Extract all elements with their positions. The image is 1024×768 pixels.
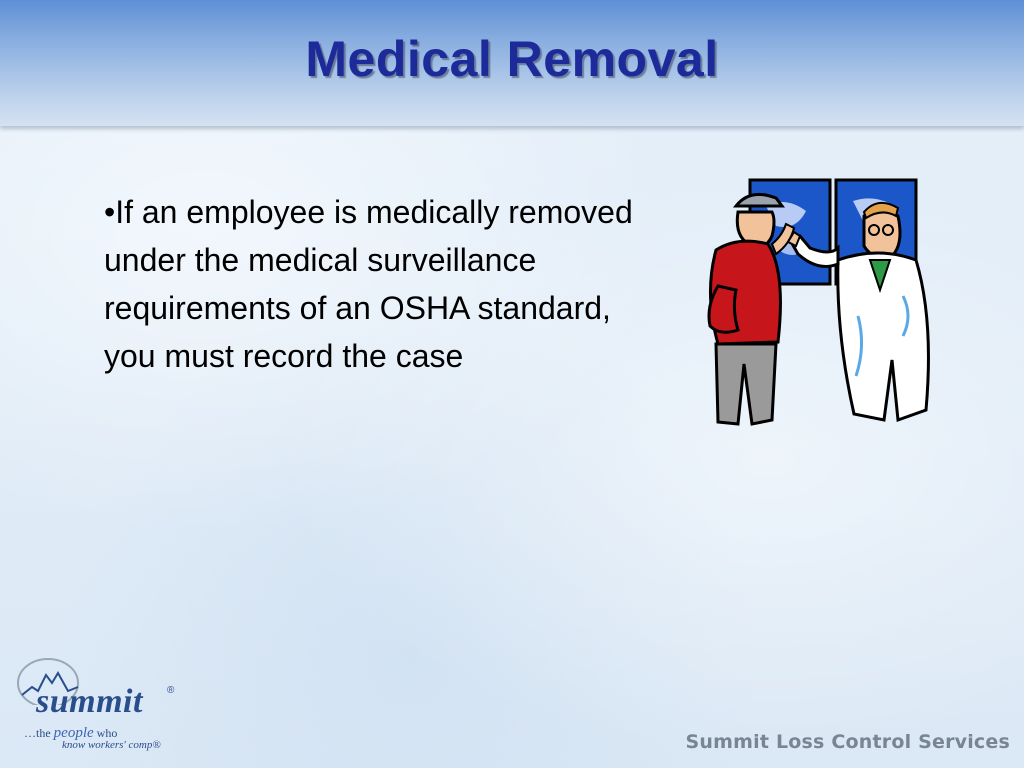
summit-logo — [12, 655, 187, 755]
logo-registered-mark: ® — [167, 685, 175, 696]
tagline-prefix: …the — [24, 726, 54, 740]
logo-tagline-line2: know workers' comp® — [62, 739, 161, 751]
bullet-text: •If an employee is medically removed under the medical surveillance requirements of an OSHA standard, you must record the case — [104, 194, 633, 374]
tagline-who: who — [93, 726, 118, 740]
slide-title: Medical Removal — [305, 31, 719, 87]
doctor-patient-xray-icon — [688, 176, 958, 428]
tagline-people: people — [53, 725, 94, 741]
footer-company-name: Summit Loss Control Services — [685, 731, 1010, 753]
logo-wordmark: summit — [36, 683, 143, 720]
